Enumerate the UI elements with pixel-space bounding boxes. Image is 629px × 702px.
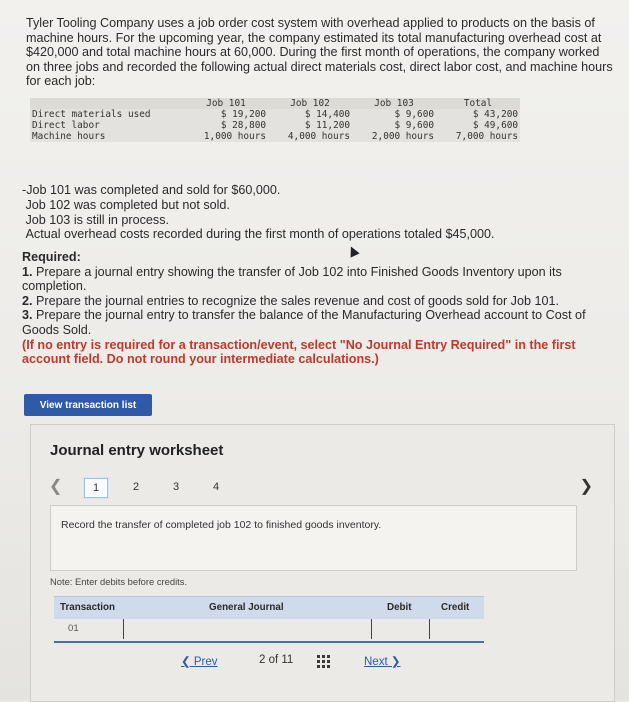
fact-line: -Job 101 was completed and sold for $60,000. — [22, 183, 281, 197]
job-cost-table — [30, 98, 520, 142]
page-tab-2[interactable]: 2 — [132, 481, 140, 493]
grid-icon[interactable] — [317, 655, 331, 669]
transaction-number: 01 — [68, 623, 79, 634]
fact-line — [22, 198, 612, 213]
fact-line — [22, 213, 612, 228]
required-item — [22, 265, 612, 294]
table-row — [30, 120, 520, 131]
item-number: 2. — [22, 293, 33, 308]
item-text: Prepare a journal entry showing the transfer of Job 102 into Finished Goods Inventory upon its completion. — [22, 264, 562, 294]
fact-text: Job 102 was completed but not sold. — [25, 197, 230, 212]
page-tab-4[interactable]: 4 — [212, 481, 220, 493]
journal-header-row — [54, 596, 484, 619]
item-text: Prepare the journal entries to recognize the sales revenue and cost of goods sold for Job 101. — [32, 293, 559, 308]
fact-text: Job 101 was completed and sold for $60,000. — [26, 183, 281, 197]
chevron-left-icon[interactable]: ❮ — [49, 478, 63, 495]
col-general-journal: General Journal — [209, 602, 284, 613]
header-blank — [30, 98, 184, 109]
view-transaction-list-button[interactable]: View transaction list — [24, 394, 152, 416]
cell: $ 9,600 — [394, 109, 434, 120]
item-text: Prepare the journal entry to transfer the balance of the Manufacturing Overhead account to Cost of Goods Sold. — [22, 308, 586, 337]
required-instruction: (If no entry is required for a transaction/event, select "No Journal Entry Required" in the first account field. Do not round your intermediate calculations.) — [22, 337, 576, 367]
row-label: Machine hours — [32, 131, 106, 142]
journal-row — [54, 619, 484, 643]
cell: 1,000 hours — [203, 131, 266, 142]
journal-entry-worksheet — [30, 424, 615, 702]
cell: $ 19,200 — [220, 109, 266, 120]
worksheet-title: Journal entry worksheet — [50, 442, 224, 459]
required-item — [22, 308, 612, 337]
header-job-103: Job 103 — [374, 98, 414, 109]
cell: 2,000 hours — [371, 131, 434, 142]
header-job-101: Job 101 — [206, 98, 246, 109]
cell: 4,000 hours — [287, 131, 350, 142]
page-tab-3[interactable]: 3 — [172, 481, 180, 493]
debit-credit-note: Note: Enter debits before credits. — [50, 576, 188, 587]
required-heading: Required: — [22, 250, 81, 264]
col-credit: Credit — [441, 602, 470, 613]
cell: $ 28,800 — [220, 120, 266, 131]
account-input[interactable] — [123, 619, 124, 639]
worksheet-instruction: Record the transfer of completed job 102 to finished goods inventory. — [61, 519, 382, 531]
next-link[interactable]: Next ❯ — [364, 656, 401, 668]
cell: 7,000 hours — [455, 131, 518, 142]
debit-input[interactable] — [371, 619, 372, 639]
required-section — [22, 250, 612, 367]
col-transaction: Transaction — [60, 602, 115, 613]
table-row — [30, 131, 520, 142]
prev-label: Prev — [193, 656, 218, 668]
chevron-right-icon[interactable]: ❯ — [579, 478, 593, 495]
row-label: Direct labor — [32, 120, 100, 131]
worksheet-pager — [49, 472, 593, 500]
journal-table — [54, 596, 484, 643]
row-label: Direct materials used — [32, 109, 151, 120]
page-tab-1[interactable]: 1 — [84, 478, 108, 498]
worksheet-instruction-box — [50, 505, 577, 571]
cell: $ 14,400 — [304, 109, 350, 120]
bottom-navigation — [181, 654, 481, 674]
fact-text: Actual overhead costs recorded during the first month of operations totaled $45,000. — [25, 227, 495, 242]
required-item — [22, 294, 612, 309]
cell: $ 43,200 — [472, 109, 518, 120]
fact-line — [22, 227, 612, 242]
header-total: Total — [463, 98, 493, 109]
table-row — [30, 109, 520, 120]
table-header-row — [30, 98, 520, 109]
col-debit: Debit — [387, 602, 412, 613]
header-job-102: Job 102 — [290, 98, 330, 109]
credit-input[interactable] — [429, 619, 430, 639]
item-number: 3. — [22, 308, 33, 323]
item-number: 1. — [22, 264, 33, 279]
problem-intro: Tyler Tooling Company uses a job order cost system with overhead applied to products on the basis of machine hours. For the upcoming year, the company estimated its total manufacturing overhead cost at $420,000 and total machine hours at 60,000. During the first month of operations, the company worked on three jobs and recorded the following actual direct materials cost, direct labor cost, and machine hours for each job: — [26, 16, 613, 89]
cell: $ 49,600 — [472, 120, 518, 131]
fact-text: Job 103 is still in process. — [25, 212, 169, 227]
cell: $ 11,200 — [304, 120, 350, 131]
next-label: Next — [364, 656, 388, 668]
cell: $ 9,600 — [394, 120, 434, 131]
prev-link[interactable]: ❮ Prev — [181, 656, 218, 668]
job-facts — [22, 183, 612, 242]
page-indicator: 2 of 11 — [259, 654, 294, 666]
